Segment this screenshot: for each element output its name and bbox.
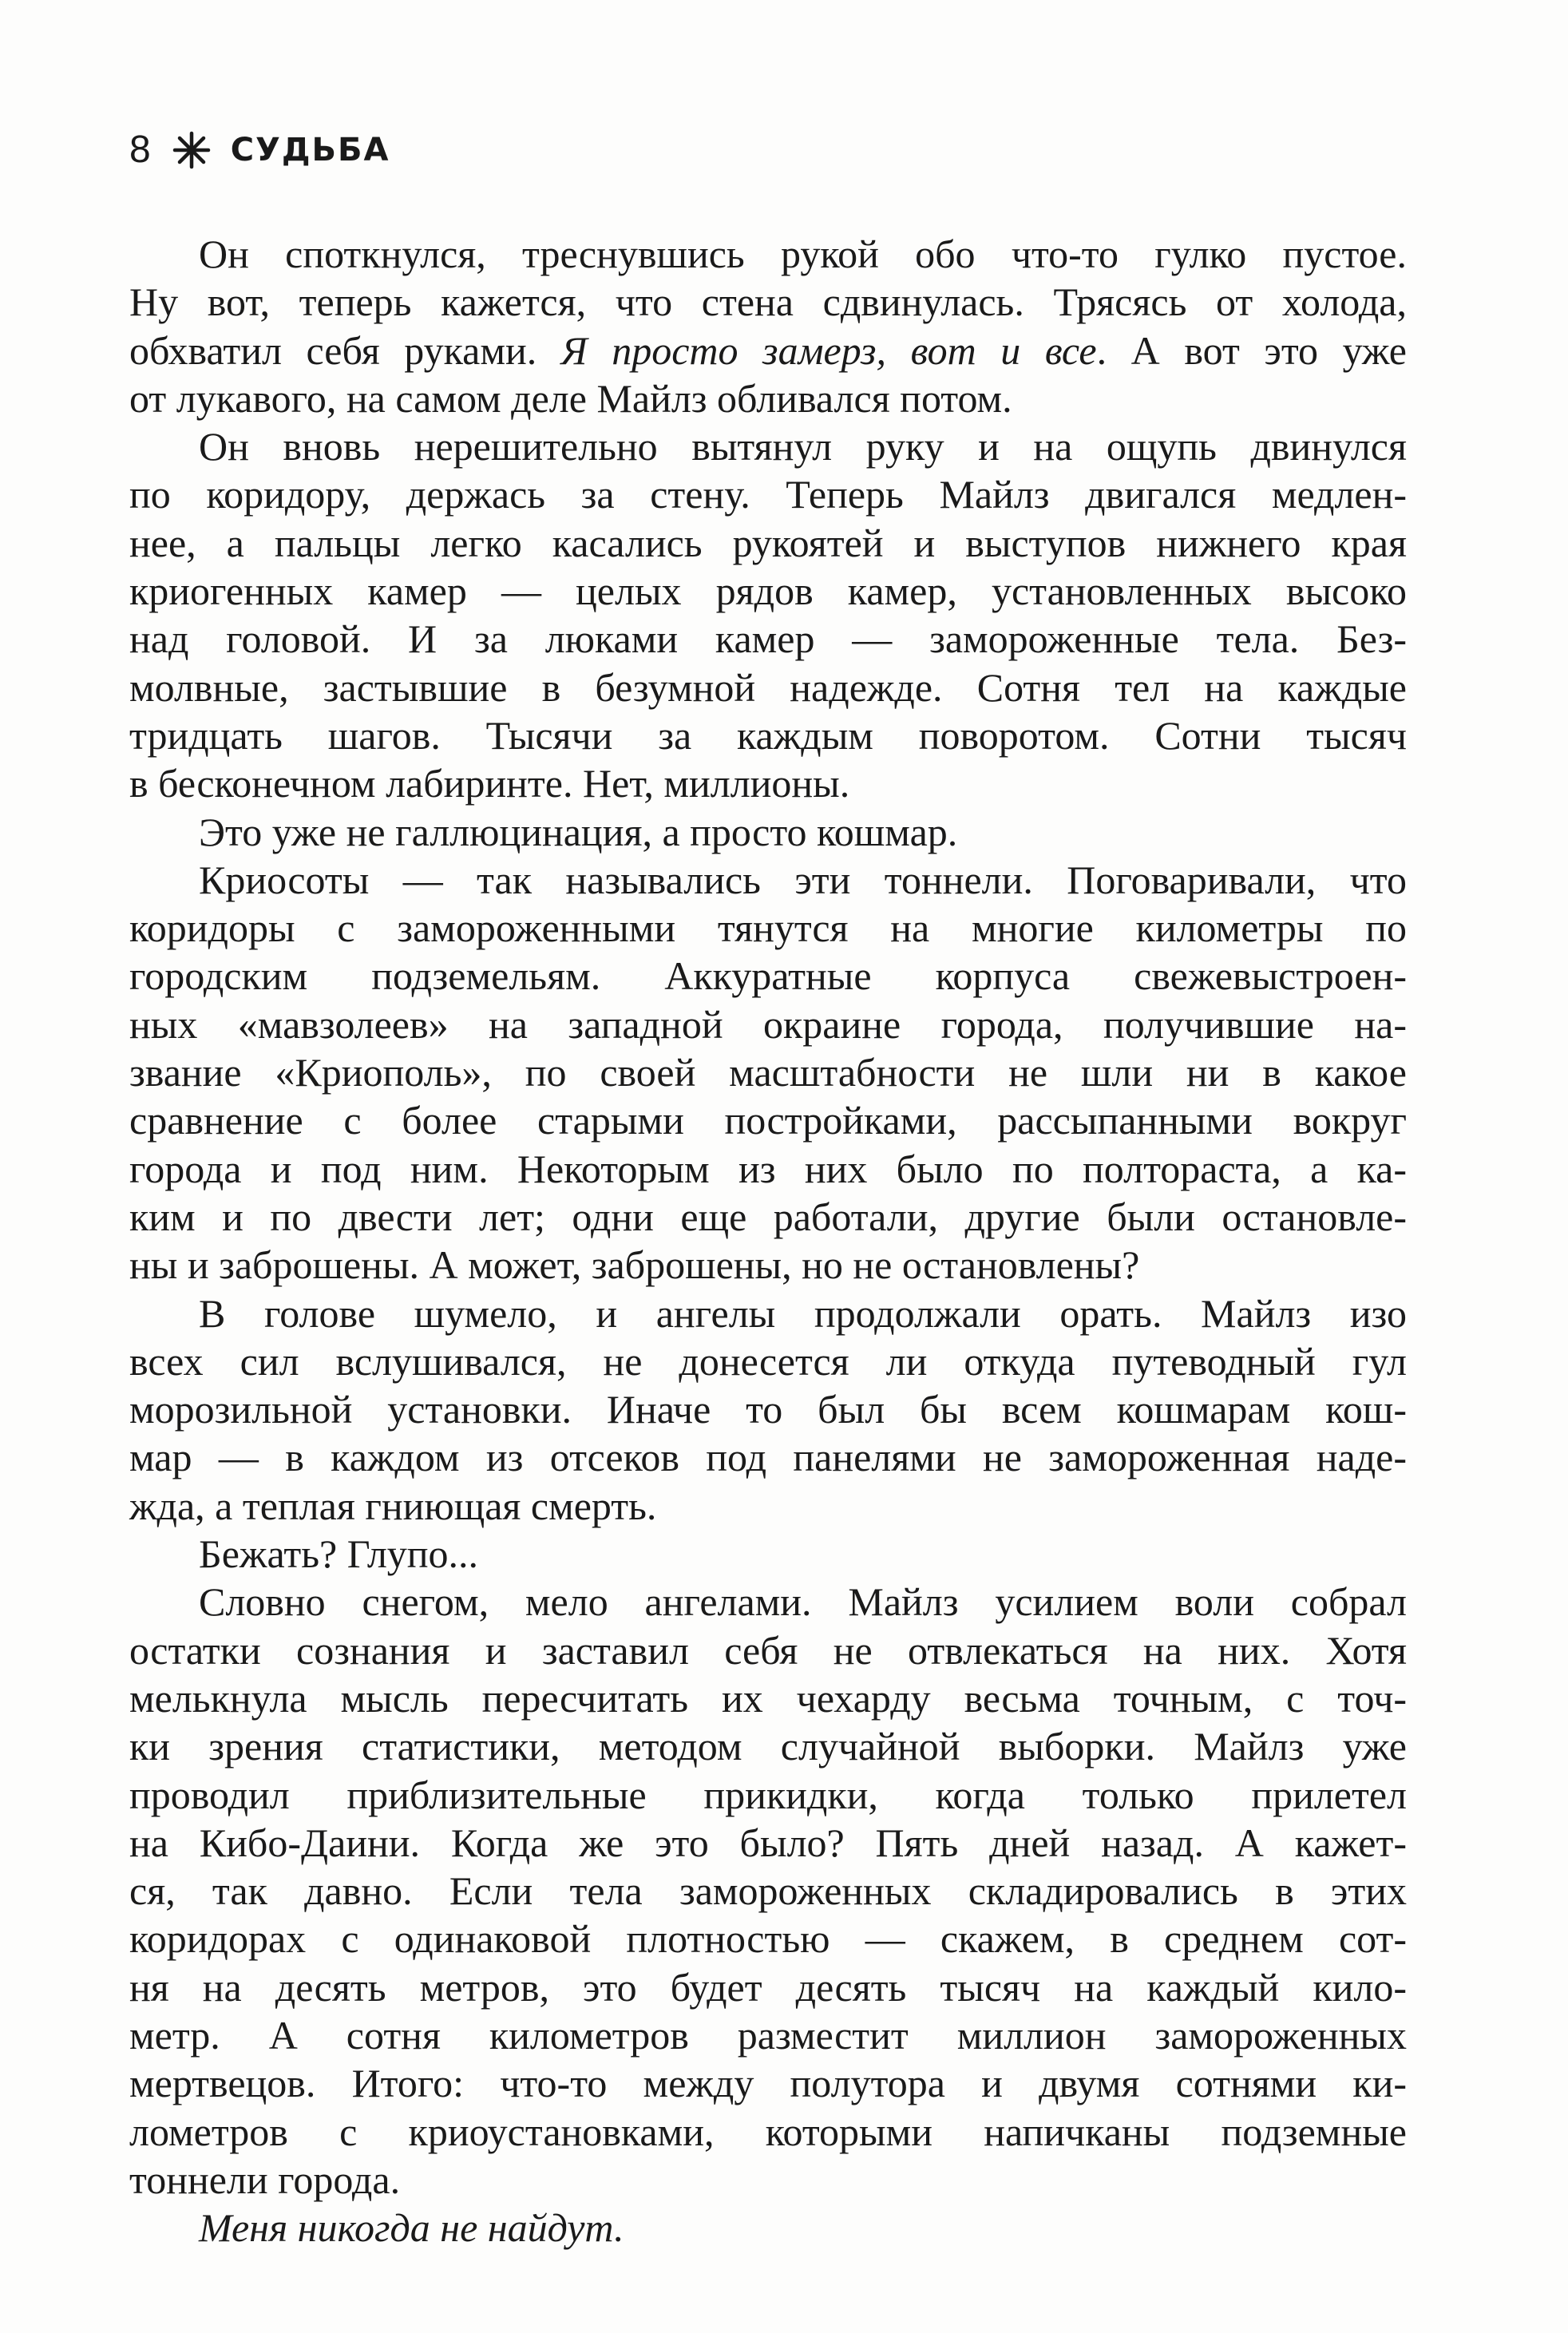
text-line bbox=[129, 808, 1407, 856]
text-line-content: Криосоты — так назывались эти тоннели. Поговаривали, что bbox=[199, 857, 1407, 902]
text-line-content: проводил приблизительные прикидки, когда только прилетел bbox=[129, 1772, 1407, 1817]
text-line-content: криогенных камер — целых рядов камер, установленных высоко bbox=[129, 568, 1407, 614]
italic-phrase: Меня никогда не найдут. bbox=[199, 2205, 624, 2251]
text-line-content: в бесконечном лабиринте. Нет, миллионы. bbox=[129, 761, 850, 806]
text-line bbox=[129, 2204, 1407, 2252]
text-line-content: тоннели города. bbox=[129, 2157, 401, 2202]
text-line-content: коридоры с замороженными тянутся на многие километры по bbox=[129, 905, 1407, 951]
text-line-content: Ну вот, теперь кажется, что стена сдвинулась. Трясясь от холода, bbox=[129, 279, 1407, 325]
text-line-content: Он вновь нерешительно вытянул руку и на ощупь двинулся bbox=[199, 424, 1407, 469]
text-line bbox=[129, 1674, 1407, 1722]
text-line bbox=[129, 1193, 1407, 1241]
text-line bbox=[129, 952, 1407, 1000]
text-line-content: над головой. И за люками камер — замороженные тела. Без- bbox=[129, 616, 1407, 662]
text-line-content: мелькнула мысль пересчитать их чехарду весьма точным, с точ- bbox=[129, 1675, 1407, 1721]
page-number: 8 bbox=[129, 129, 151, 171]
text-line-content: тридцать шагов. Тысячи за каждым поворотом. Сотни тысяч bbox=[129, 712, 1407, 758]
text-line bbox=[129, 1819, 1407, 1867]
text-line bbox=[129, 2059, 1407, 2107]
text-line bbox=[129, 374, 1407, 422]
text-line bbox=[129, 1867, 1407, 1915]
text-line-content: ким и по двести лет; одни еще работали, другие были остановле- bbox=[129, 1194, 1407, 1239]
text-line-content: Это уже не галлюцинация, а просто кошмар. bbox=[199, 809, 958, 854]
text-line bbox=[129, 856, 1407, 904]
body-text bbox=[129, 230, 1407, 2252]
text-line-content: на Кибо-Даини. Когда же это было? Пять дней назад. А кажет- bbox=[129, 1820, 1407, 1865]
text-line-content: мар — в каждом из отсеков под панелями не замороженная наде- bbox=[129, 1435, 1407, 1480]
text-line bbox=[129, 2108, 1407, 2156]
text-line bbox=[129, 2011, 1407, 2059]
text-line-content: коридорах с одинаковой плотностью — скажем, в среднем сот- bbox=[129, 1916, 1407, 1962]
text-line-content: всех сил вслушивался, не донесется ли откуда путеводный гул bbox=[129, 1338, 1407, 1384]
text-line bbox=[129, 1337, 1407, 1385]
text-line-content: ки зрения статистики, методом случайной выборки. Майлз уже bbox=[129, 1724, 1407, 1769]
text-line-content: сравнение с более старыми постройками, рассыпанными вокруг bbox=[129, 1098, 1407, 1143]
text-line-content: ня на десять метров, это будет десять тысяч на каждый кило- bbox=[129, 1964, 1407, 2010]
text-line-content: по коридору, держась за стену. Теперь Майлз двигался медлен- bbox=[129, 472, 1407, 517]
text-line bbox=[129, 1433, 1407, 1481]
text-line bbox=[129, 904, 1407, 952]
text-line bbox=[129, 1048, 1407, 1096]
text-line bbox=[129, 1385, 1407, 1433]
text-line bbox=[129, 663, 1407, 711]
text-line bbox=[129, 1289, 1407, 1337]
text-line-content: городским подземельям. Аккуратные корпуса свежевыстроен- bbox=[129, 953, 1407, 999]
text-line bbox=[129, 1915, 1407, 1963]
text-line-content: города и под ним. Некоторым из них было по полтораста, а ка- bbox=[129, 1146, 1407, 1191]
running-head bbox=[129, 126, 390, 174]
text-line bbox=[129, 1722, 1407, 1770]
text-line bbox=[129, 711, 1407, 759]
text-line-content: В голове шумело, и ангелы продолжали орать. Майлз изо bbox=[199, 1290, 1407, 1336]
text-line-content: обхватил себя руками. bbox=[129, 327, 561, 373]
text-line bbox=[129, 615, 1407, 663]
italic-phrase: Я просто замерз, вот и все bbox=[560, 327, 1097, 373]
text-line-content: лометров с криоустановками, которыми напичканы подземные bbox=[129, 2109, 1407, 2154]
text-line-content: Он споткнулся, треснувшись рукой обо что-то гулко пустое. bbox=[199, 232, 1407, 276]
text-line-content: ся, так давно. Если тела замороженных складировались в этих bbox=[129, 1868, 1407, 1914]
text-line-content: мертвецов. Итого: что-то между полутора и двумя сотнями ки- bbox=[129, 2061, 1407, 2106]
text-line-content: морозильной установки. Иначе то был бы всем кошмарам кош- bbox=[129, 1387, 1407, 1432]
text-line bbox=[129, 567, 1407, 615]
text-line-content: Бежать? Глупо... bbox=[199, 1531, 479, 1577]
text-line bbox=[129, 1530, 1407, 1578]
text-line bbox=[129, 278, 1407, 326]
text-line bbox=[129, 327, 1407, 374]
text-line bbox=[129, 1096, 1407, 1144]
text-line-content: молвные, застывшие в безумной надежде. Сотня тел на каждые bbox=[129, 664, 1407, 710]
text-line-content: метр. А сотня километров разместит миллион замороженных bbox=[129, 2012, 1407, 2058]
text-line-content: ны и заброшены. А может, заброшены, но не остановлены? bbox=[129, 1242, 1140, 1288]
text-line bbox=[129, 1626, 1407, 1674]
section-title: СУДЬБА bbox=[230, 132, 390, 168]
text-line bbox=[129, 422, 1407, 470]
text-line-content: от лукавого, на самом деле Майлз обливался потом. bbox=[129, 375, 1012, 421]
text-line bbox=[129, 230, 1407, 278]
text-line bbox=[129, 1000, 1407, 1048]
text-line bbox=[129, 470, 1407, 518]
text-line-content: звание «Криополь», по своей масштабности не шли ни в какое bbox=[129, 1050, 1407, 1095]
text-line-content: остатки сознания и заставил себя не отвлекаться на них. Хотя bbox=[129, 1627, 1407, 1673]
text-line bbox=[129, 1963, 1407, 2011]
text-line bbox=[129, 519, 1407, 567]
text-line bbox=[129, 2156, 1407, 2204]
text-line-content: нее, а пальцы легко касались рукоятей и выступов нижнего края bbox=[129, 520, 1407, 565]
text-line bbox=[129, 1145, 1407, 1193]
text-line bbox=[129, 759, 1407, 807]
text-line bbox=[129, 1578, 1407, 1626]
asterisk-star-icon bbox=[172, 130, 212, 170]
text-line bbox=[129, 1482, 1407, 1530]
text-line bbox=[129, 1241, 1407, 1289]
text-line bbox=[129, 1771, 1407, 1819]
text-line-content: . А вот это уже bbox=[1096, 327, 1407, 373]
text-line-content: Словно снегом, мело ангелами. Майлз усилием воли собрал bbox=[199, 1579, 1407, 1625]
text-line-content: ных «мавзолеев» на западной окраине города, получившие на- bbox=[129, 1001, 1407, 1047]
text-line-content: жда, а теплая гниющая смерть. bbox=[129, 1483, 657, 1528]
